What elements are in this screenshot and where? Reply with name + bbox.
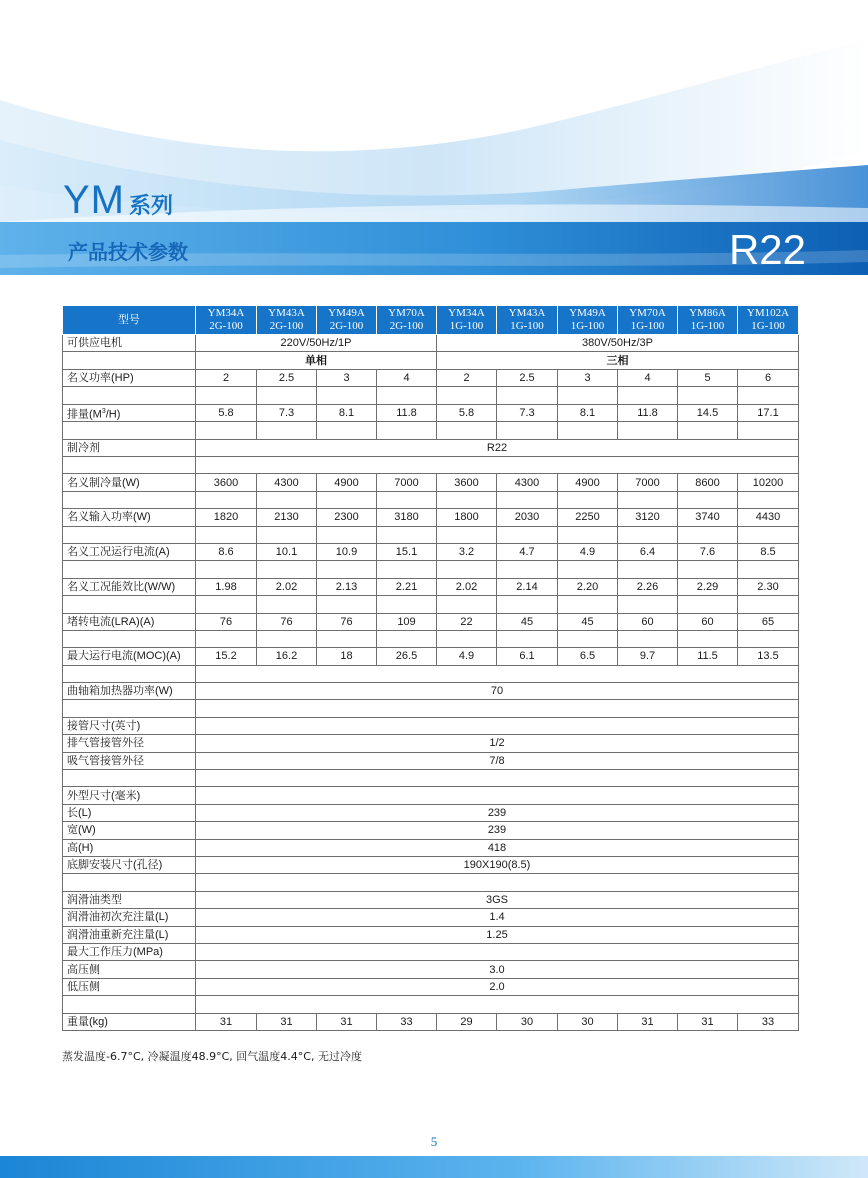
input-value: 1800 [437, 509, 497, 526]
low-side-value: 2.0 [196, 978, 799, 995]
series-suffix: 系列 [129, 193, 174, 218]
lra-value: 65 [738, 613, 799, 630]
current-value: 6.4 [618, 543, 678, 560]
row-label: 可供应电机 [63, 335, 196, 352]
spacer-row [63, 996, 799, 1013]
current-value: 10.9 [317, 543, 377, 560]
moc-value: 6.5 [558, 648, 618, 665]
lra-value: 60 [678, 613, 738, 630]
row-label: 宽(W) [63, 822, 196, 839]
high-side-row [63, 961, 799, 978]
cooling-value: 10200 [738, 474, 799, 491]
current-value: 15.1 [377, 543, 437, 560]
spacer-row [63, 700, 799, 717]
displacement-value: 17.1 [738, 404, 799, 422]
lra-value: 45 [497, 613, 558, 630]
mount-row [63, 856, 799, 873]
input-value: 2030 [497, 509, 558, 526]
model-cell: YM49A 1G-100 [558, 306, 618, 335]
row-label [63, 352, 196, 369]
power-value: 4 [618, 369, 678, 386]
row-label: 最大运行电流(MOC)(A) [63, 648, 196, 665]
width-value: 239 [196, 822, 799, 839]
row-label: 名义工况能效比(W/W) [63, 578, 196, 595]
weight-value: 31 [257, 1013, 317, 1030]
row-label: 底脚安装尺寸(孔径) [63, 856, 196, 873]
length-value: 239 [196, 804, 799, 821]
current-value: 4.7 [497, 543, 558, 560]
model-cell: YM70A 1G-100 [618, 306, 678, 335]
page-number: 5 [430, 1134, 438, 1149]
displacement-value: 5.8 [196, 404, 257, 422]
mount-value: 190X190(8.5) [196, 856, 799, 873]
spacer-row [63, 457, 799, 474]
suction-value: 7/8 [196, 752, 799, 769]
row-label: 润滑油初次充注量(L) [63, 909, 196, 926]
current-value: 10.1 [257, 543, 317, 560]
lra-value: 60 [618, 613, 678, 630]
suction-row [63, 752, 799, 769]
row-label: 重量(kg) [63, 1013, 196, 1030]
displacement-value: 8.1 [317, 404, 377, 422]
oil-initial-row [63, 909, 799, 926]
moc-value: 15.2 [196, 648, 257, 665]
discharge-value: 1/2 [196, 735, 799, 752]
power-value: 2 [196, 369, 257, 386]
table-row [63, 648, 799, 665]
phase-row [63, 352, 799, 369]
weight-value: 33 [738, 1013, 799, 1030]
eer-value: 2.26 [618, 578, 678, 595]
lra-value: 109 [377, 613, 437, 630]
lra-value: 76 [317, 613, 377, 630]
cooling-value: 7000 [377, 474, 437, 491]
oil-initial-value: 1.4 [196, 909, 799, 926]
row-label: 制冷剂 [63, 439, 196, 456]
heater-row [63, 683, 799, 700]
width-row [63, 822, 799, 839]
eer-value: 2.20 [558, 578, 618, 595]
model-cell: YM102A 1G-100 [738, 306, 799, 335]
lra-value: 45 [558, 613, 618, 630]
cooling-value: 8600 [678, 474, 738, 491]
spacer-row [63, 596, 799, 613]
model-cell: YM86A 1G-100 [678, 306, 738, 335]
current-value: 3.2 [437, 543, 497, 560]
model-cell: YM43A 2G-100 [257, 306, 317, 335]
power-value: 6 [738, 369, 799, 386]
weight-value: 29 [437, 1013, 497, 1030]
input-value: 4430 [738, 509, 799, 526]
height-row [63, 839, 799, 856]
oil-type-value: 3GS [196, 891, 799, 908]
displacement-value: 5.8 [437, 404, 497, 422]
refrigerant-value: R22 [196, 439, 799, 456]
cooling-value: 7000 [618, 474, 678, 491]
motor-single-value: 220V/50Hz/1P [196, 335, 437, 352]
table-row [63, 578, 799, 595]
row-label: 接管尺寸(英寸) [63, 717, 196, 734]
moc-value: 6.1 [497, 648, 558, 665]
lra-value: 76 [257, 613, 317, 630]
row-label: 吸气管接管外径 [63, 752, 196, 769]
current-value: 8.6 [196, 543, 257, 560]
current-value: 7.6 [678, 543, 738, 560]
low-side-row [63, 978, 799, 995]
eer-value: 2.21 [377, 578, 437, 595]
eer-value: 2.02 [437, 578, 497, 595]
displacement-value: 7.3 [497, 404, 558, 422]
refrigerant-row [63, 439, 799, 456]
model-header-row [63, 306, 799, 335]
spacer-row [63, 630, 799, 647]
lra-value: 22 [437, 613, 497, 630]
table-row [63, 543, 799, 560]
spec-table [62, 305, 799, 1031]
row-label: 排气管接管外径 [63, 735, 196, 752]
input-value: 3180 [377, 509, 437, 526]
displacement-value: 8.1 [558, 404, 618, 422]
length-row [63, 804, 799, 821]
eer-value: 2.02 [257, 578, 317, 595]
input-value: 1820 [196, 509, 257, 526]
phase-three: 三相 [437, 352, 799, 369]
row-label: 润滑油重新充注量(L) [63, 926, 196, 943]
model-cell: YM34A 2G-100 [196, 306, 257, 335]
power-value: 2.5 [497, 369, 558, 386]
power-value: 4 [377, 369, 437, 386]
weight-value: 30 [558, 1013, 618, 1030]
row-label: 润滑油类型 [63, 891, 196, 908]
moc-value: 11.5 [678, 648, 738, 665]
current-value: 8.5 [738, 543, 799, 560]
model-label: 型号 [63, 306, 196, 335]
weight-value: 31 [317, 1013, 377, 1030]
row-label: 名义制冷量(W) [63, 474, 196, 491]
moc-value: 4.9 [437, 648, 497, 665]
row-label: 曲轴箱加热器功率(W) [63, 683, 196, 700]
oil-recharge-row [63, 926, 799, 943]
spacer-row [63, 770, 799, 787]
displacement-value: 14.5 [678, 404, 738, 422]
spacer-row [63, 526, 799, 543]
pipe-header-row [63, 717, 799, 734]
footer-band-graphic [0, 1156, 868, 1178]
moc-value: 18 [317, 648, 377, 665]
model-cell: YM49A 2G-100 [317, 306, 377, 335]
current-value: 4.9 [558, 543, 618, 560]
weight-value: 30 [497, 1013, 558, 1030]
model-cell: YM34A 1G-100 [437, 306, 497, 335]
row-label: 堵转电流(LRA)(A) [63, 613, 196, 630]
moc-value: 16.2 [257, 648, 317, 665]
series-title [63, 178, 173, 223]
input-value: 2250 [558, 509, 618, 526]
displacement-value: 7.3 [257, 404, 317, 422]
eer-value: 2.13 [317, 578, 377, 595]
eer-value: 2.30 [738, 578, 799, 595]
weight-value: 31 [618, 1013, 678, 1030]
displacement-value: 11.8 [618, 404, 678, 422]
power-value: 2.5 [257, 369, 317, 386]
displacement-value: 11.8 [377, 404, 437, 422]
row-label: 高压侧 [63, 961, 196, 978]
input-value: 3740 [678, 509, 738, 526]
page-subtitle: 产品技术参数 [68, 240, 188, 264]
cooling-value: 3600 [437, 474, 497, 491]
power-value: 3 [317, 369, 377, 386]
cooling-value: 4900 [317, 474, 377, 491]
power-value: 2 [437, 369, 497, 386]
spacer-row [63, 387, 799, 404]
row-label: 名义工况运行电流(A) [63, 543, 196, 560]
row-label: 长(L) [63, 804, 196, 821]
row-label: 排量$(M^3/H)$ [63, 404, 196, 422]
eer-value: 2.29 [678, 578, 738, 595]
series-main: YM [63, 178, 125, 222]
refrigerant-badge: R22 [728, 226, 806, 273]
row-label: 外型尺寸(毫米) [63, 787, 196, 804]
spacer-row [63, 665, 799, 682]
footnote: 蒸发温度-6.7°C, 冷凝温度48.9°C, 回气温度4.4°C, 无过冷度 [62, 1050, 362, 1063]
input-value: 2300 [317, 509, 377, 526]
table-row [63, 404, 799, 422]
weight-value: 31 [678, 1013, 738, 1030]
moc-value: 13.5 [738, 648, 799, 665]
eer-value: 1.98 [196, 578, 257, 595]
discharge-row [63, 735, 799, 752]
eer-value: 2.14 [497, 578, 558, 595]
power-value: 3 [558, 369, 618, 386]
motor-three-value: 380V/50Hz/3P [437, 335, 799, 352]
row-label: 名义输入功率(W) [63, 509, 196, 526]
moc-value: 26.5 [377, 648, 437, 665]
oil-type-row [63, 891, 799, 908]
cooling-value: 4300 [497, 474, 558, 491]
row-label: 低压侧 [63, 978, 196, 995]
row-label: 最大工作压力(MPa) [63, 943, 196, 960]
cooling-value: 4300 [257, 474, 317, 491]
weight-value: 33 [377, 1013, 437, 1030]
cooling-value: 3600 [196, 474, 257, 491]
input-value: 3120 [618, 509, 678, 526]
cooling-value: 4900 [558, 474, 618, 491]
table-row [63, 509, 799, 526]
table-row [63, 1013, 799, 1030]
power-value: 5 [678, 369, 738, 386]
lra-value: 76 [196, 613, 257, 630]
max-pressure-row [63, 943, 799, 960]
heater-value: 70 [196, 683, 799, 700]
table-row [63, 613, 799, 630]
row-label: 名义功率(HP) [63, 369, 196, 386]
oil-recharge-value: 1.25 [196, 926, 799, 943]
model-cell: YM43A 1G-100 [497, 306, 558, 335]
weight-value: 31 [196, 1013, 257, 1030]
high-side-value: 3.0 [196, 961, 799, 978]
motor-row [63, 335, 799, 352]
spacer-row [63, 491, 799, 508]
phase-single: 单相 [196, 352, 437, 369]
table-row [63, 369, 799, 386]
row-label: 高(H) [63, 839, 196, 856]
dim-header-row [63, 787, 799, 804]
model-cell: YM70A 2G-100 [377, 306, 437, 335]
spacer-row [63, 874, 799, 891]
moc-value: 9.7 [618, 648, 678, 665]
spacer-row [63, 422, 799, 439]
table-row [63, 474, 799, 491]
height-value: 418 [196, 839, 799, 856]
input-value: 2130 [257, 509, 317, 526]
spacer-row [63, 561, 799, 578]
